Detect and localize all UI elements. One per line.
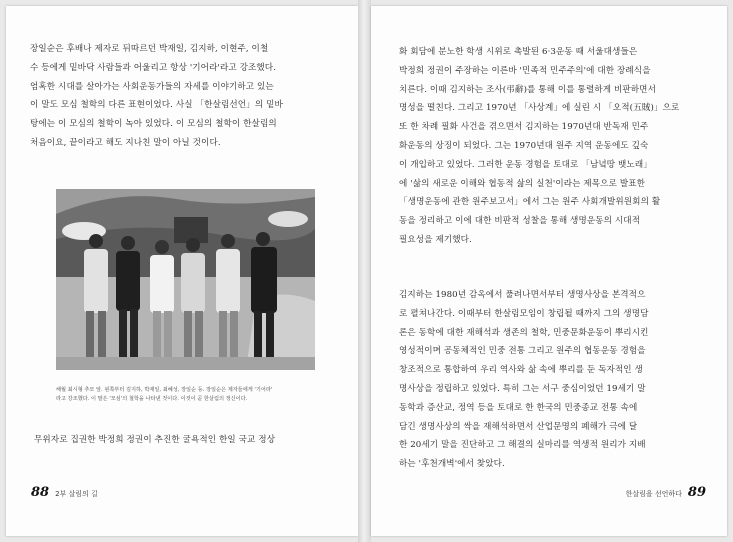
text-line: 치른다. 이때 김지하는 조사(弔辭)를 통해 이를 통렬하게 비판하면서 xyxy=(399,84,656,95)
text-line: 이 말도 모심 철학의 다른 표현이었다. 사실 「한살림선언」의 밑바 xyxy=(30,100,283,111)
text-line: 한 20세기 말을 진단하고 그 해결의 실마리를 역생적 원리가 지배 xyxy=(399,440,646,451)
page-number: 89 xyxy=(687,485,706,500)
right-page xyxy=(371,6,727,536)
text-line: 장일순은 후배나 제자로 뒤따르던 박재일, 김지하, 이현주, 이철 xyxy=(30,44,269,54)
text-line: 수 등에게 밑바닥 사람들과 어울리고 항상 '기어라'라고 강조했다. xyxy=(30,62,277,73)
left-paragraph-1 xyxy=(30,40,316,153)
right-paragraph-1 xyxy=(399,43,689,250)
page-number: 88 xyxy=(31,485,50,500)
text-line: 이 개입하고 있었다. 그러한 운동 경험을 토대로 「남녘땅 뱃노래」 xyxy=(399,159,652,170)
text-line: 화운동의 상징이 되었다. 그는 1970년대 원주 지역 운동에도 깊숙 xyxy=(399,140,649,151)
text-line: 에 '삶의 새로운 이해와 협동적 삶의 실천'이라는 제목으로 발표한 xyxy=(399,178,646,189)
text-line: 화 회담에 분노한 학생 시위로 촉발된 6·3운동 때 서울대생들은 xyxy=(399,47,638,57)
left-page xyxy=(6,6,358,536)
text-line: 처음이요, 끝이라고 해도 지나친 말이 아닐 것이다. xyxy=(30,137,221,148)
text-line: 엄혹한 시대를 살아가는 사회운동가들의 자세를 이야기하고 있는 xyxy=(30,81,274,92)
text-line: 로 펼쳐나간다. 이때부터 한살림모임이 창립될 때까지 그의 생명담 xyxy=(399,308,649,319)
text-line: 탕에는 이 모심의 철학이 녹아 있었다. 이 모심의 철학이 한살림의 xyxy=(30,119,277,130)
running-header: 2부 살림의 길 xyxy=(55,490,98,498)
text-line: 박정희 정권이 주장하는 이른바 '민족적 민주주의'에 대한 장례식을 xyxy=(399,65,651,76)
text-line: 하는 '후천개벽'에서 찾았다. xyxy=(399,459,505,470)
text-line: 필요성을 제기했다. xyxy=(399,234,472,245)
book-gutter xyxy=(358,0,371,542)
right-paragraph-2 xyxy=(399,286,689,474)
text-line: 영성적이며 공동체적인 민중 전통 그리고 원주의 협동운동 경험을 xyxy=(399,346,646,357)
left-paragraph-2 xyxy=(34,431,320,450)
text-line: 론은 동학에 대한 재해석과 생존의 철학, 민중문화운동이 뿌리시킨 xyxy=(399,327,649,338)
text-line: 동학과 증산교, 정역 등을 토대로 한 한국의 민중종교 전통 속에 xyxy=(399,402,638,413)
text-line: 「생명운동에 관한 원주보고서」에서 그는 원주 사회개발위원회의 활 xyxy=(399,197,661,208)
caption-line: 해월 최시형 추모 앞. 왼쪽부터 김지하, 박재일, 최혜성, 장일순 등. 장일순은 제자들에게 '기어라' xyxy=(56,387,273,393)
text-line: 또 한 차례 필화 사건을 겪으면서 김지하는 1970년대 반독재 민주 xyxy=(399,122,649,133)
text-line: 명성을 떨친다. 그리고 1970년 「사상계」에 실린 시 「오적(五賊)」으로 xyxy=(399,103,680,114)
text-line: 무위자로 집권한 박정희 정권이 추진한 굴욕적인 한일 국교 정상 xyxy=(34,435,276,445)
text-line: 김지하는 1980년 감옥에서 풀려나면서부터 생명사상을 본격적으 xyxy=(399,290,646,300)
photo-caption xyxy=(56,386,318,404)
group-photo-image xyxy=(56,189,315,370)
right-folio xyxy=(626,485,706,500)
text-line: 창조적으로 통합하여 우리 역사와 삶 속에 뿌리를 둔 독자적인 생 xyxy=(399,365,643,376)
text-line: 명사상을 정립하고 있었다. 특히 그는 서구 중심이었던 19세기 말 xyxy=(399,383,646,394)
text-line: 동을 정리하고 이에 대한 비판적 성찰을 통해 생명운동의 시대적 xyxy=(399,216,641,227)
caption-line: 라고 강조했다. 이 말은 '모심'의 철학을 나타낸 것이다. 이것이 곧 한살림의 정신이다. xyxy=(56,396,248,402)
group-photo xyxy=(56,189,315,370)
running-header: 한살림을 선언하다 xyxy=(625,490,682,498)
left-folio xyxy=(31,485,98,500)
text-line: 담긴 생명사상의 싹을 재해석하면서 산업문명의 폐해가 극에 달 xyxy=(399,421,638,432)
